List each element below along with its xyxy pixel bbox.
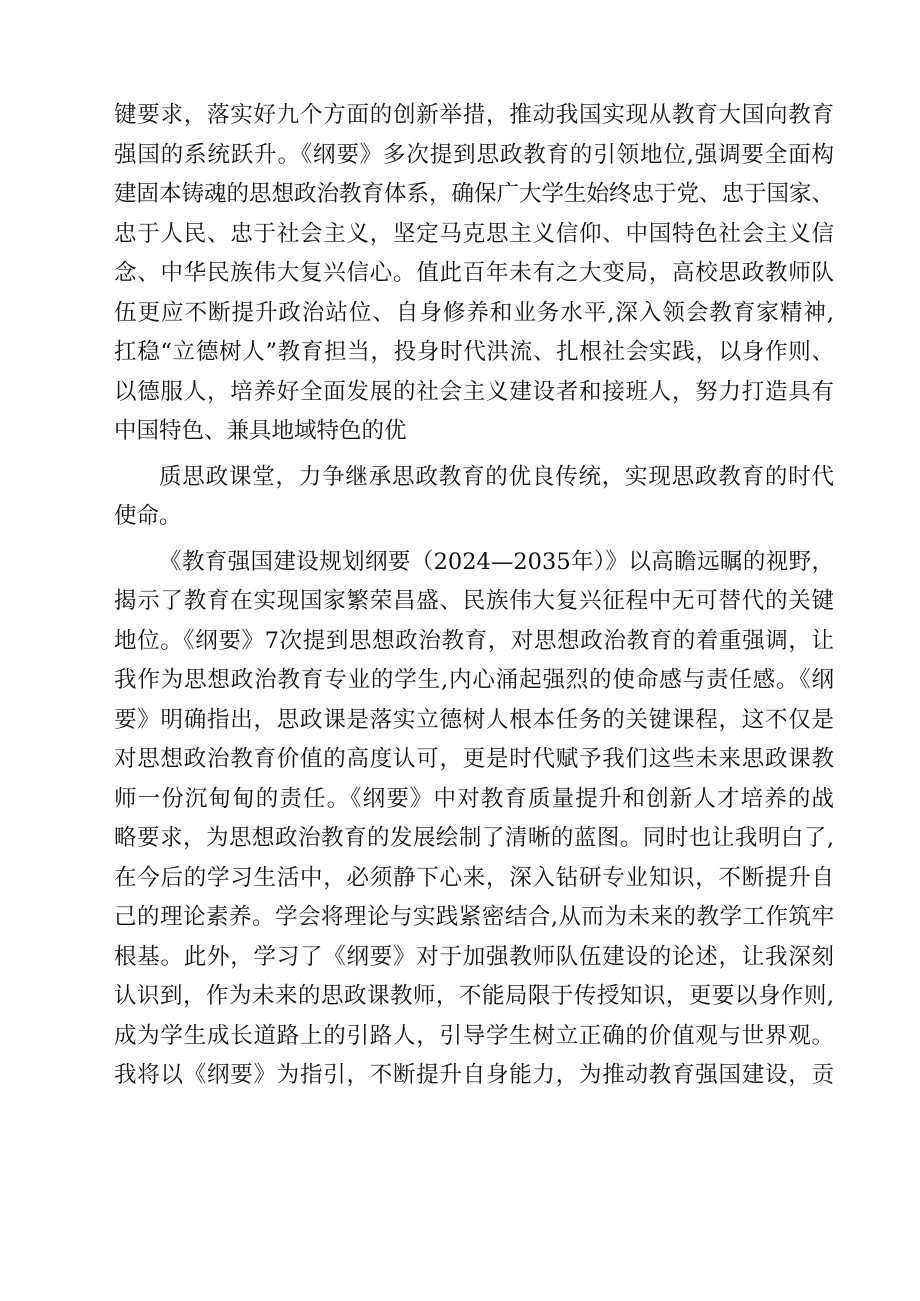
paragraph-1 (114, 96, 834, 452)
text-line: 中国特色、兼具地域特色的优 (114, 418, 407, 444)
text-line: 我将以《纲要》为指引，不断提升自身能力，为推动教育强国建设，贡 (114, 1062, 834, 1088)
text-line: 我作为思想政治教育专业的学生,内心涌起强烈的使命感与责任感。《纲 (114, 667, 834, 693)
text-line: 强国的系统跃升。《纲要》多次提到思政教育的引领地位,强调要全面构 (114, 141, 834, 168)
text-line: 扛稳“立德树人”教育担当，投身时代洪流、扎根社会实践，以身作则、 (114, 339, 834, 365)
text-line: 《教育强国建设规划纲要（2024—2035年）》以高瞻远瞩的视野， (159, 548, 834, 575)
text-line: 念、中华民族伟大复兴信心。值此百年未有之大变局，高校思政教师队 (114, 260, 834, 286)
text-line: 认识到，作为未来的思政课教师，不能局限于传授知识，更要以身作则, (114, 983, 834, 1009)
text-line: 以德服人，培养好全面发展的社会主义建设者和接班人，努力打造具有 (114, 378, 834, 405)
text-line: 成为学生成长道路上的引路人，引导学生树立正确的价值观与世界观。 (114, 1022, 834, 1049)
text-line: 己的理论素养。学会将理论与实践紧密结合,从而为未来的教学工作筑牢 (114, 904, 834, 930)
text-line: 揭示了教育在实现国家繁荣昌盛、民族伟大复兴征程中无可替代的关键 (114, 588, 834, 614)
text-line: 师一份沉甸甸的责任。《纲要》中对教育质量提升和创新人才培养的战 (114, 785, 834, 812)
text-line: 建固本铸魂的思想政治教育体系，确保广大学生始终忠于党、忠于国家、 (114, 181, 835, 207)
text-line: 质思政课堂，力争继承思政教育的优良传统，实现思政教育的时代 (159, 463, 834, 490)
text-line: 伍更应不断提升政治站位、自身修养和业务水平,深入领会教育家精神, (114, 299, 834, 326)
paragraph-3 (114, 543, 834, 1096)
document-page (114, 96, 834, 1096)
text-line: 略要求，为思想政治教育的发展绘制了清晰的蓝图。同时也让我明白了, (114, 825, 834, 851)
text-line: 使命。 (114, 503, 182, 529)
text-line: 对思想政治教育价值的高度认可，更是时代赋予我们这些未来思政课教 (114, 746, 834, 772)
text-line: 忠于人民、忠于社会主义，坚定马克思主义信仰、中国特色社会主义信 (114, 220, 834, 247)
paragraph-2 (114, 458, 834, 537)
text-line: 要》明确指出，思政课是落实立德树人根本任务的关键课程，这不仅是 (114, 706, 834, 733)
text-line: 键要求，落实好九个方面的创新举措，推动我国实现从教育大国向教育 (114, 102, 834, 128)
text-line: 地位。《纲要》7次提到思想政治教育，对思想政治教育的着重强调，让 (114, 627, 834, 654)
text-line: 在今后的学习生活中，必须静下心来，深入钻研专业知识，不断提升自 (114, 864, 834, 891)
text-line: 根基。此外，学习了《纲要》对于加强教师队伍建设的论述，让我深刻 (114, 943, 834, 970)
